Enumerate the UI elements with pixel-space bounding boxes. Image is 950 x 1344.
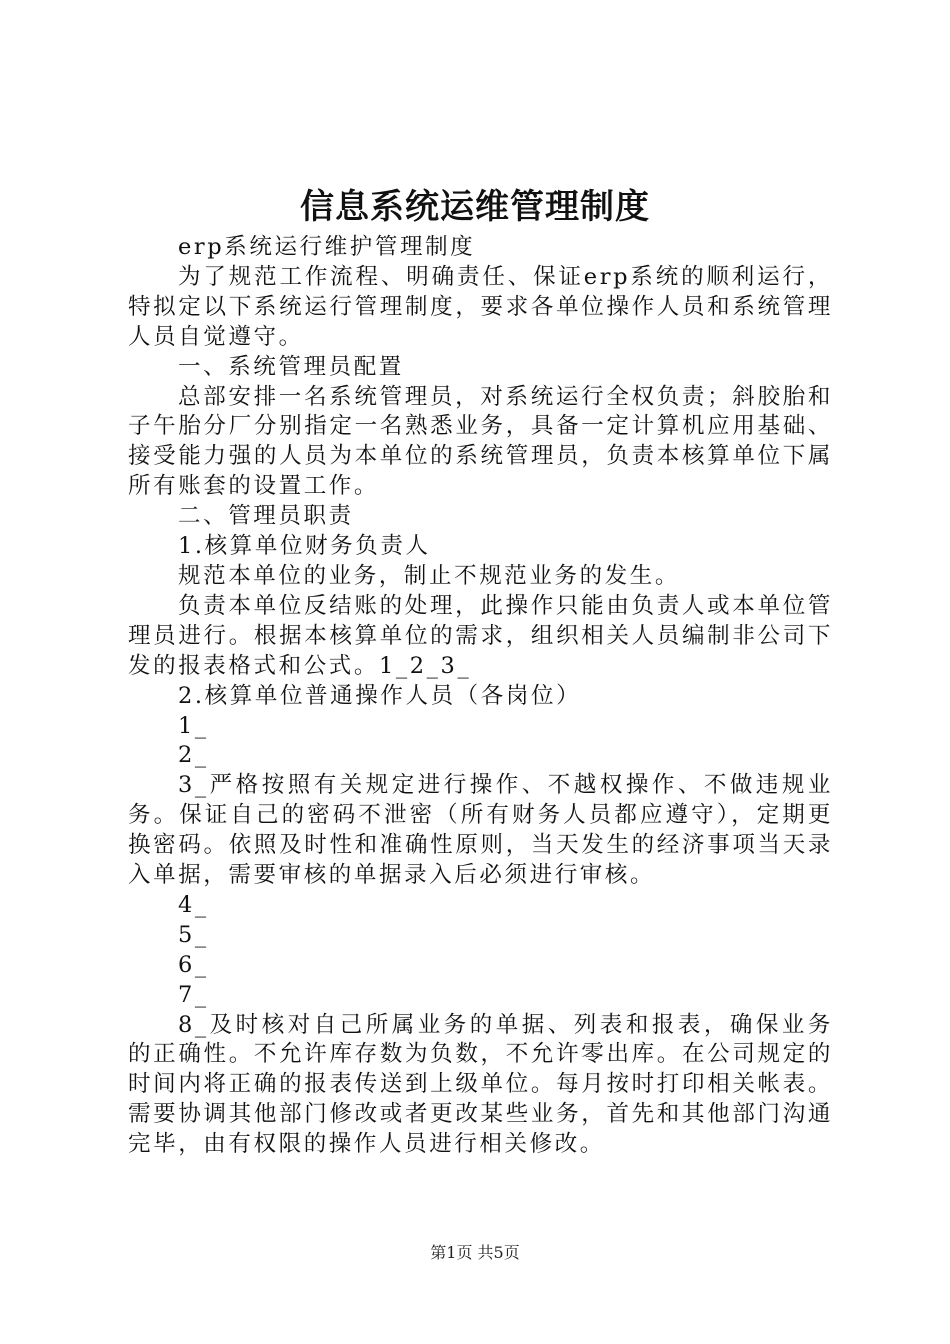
page-number-footer: 第1页 共5页: [430, 1243, 520, 1262]
paragraph-subtitle: erp系统运行维护管理制度: [178, 234, 476, 260]
paragraph-intro: 为了规范工作流程、明确责任、保证erp系统的顺利运行，特拟定以下系统运行管理制度，要求各单位操作人员和系统管理人员自觉遵守。: [128, 263, 833, 350]
list-item-4: 4_: [178, 891, 209, 918]
list-item-2: 2_: [178, 742, 209, 769]
list-item-3: 3_严格按照有关规定进行操作、不越权操作、不做违规业务。保证自己的密码不泄密（所有财务人员都应遵守），定期更换密码。依照及时性和准确性原则，当天发生的经济事项当天录入单据，需要审核的单据录入后必须进行审核。: [128, 772, 833, 889]
document-title: 信息系统运维管理制度: [300, 187, 650, 227]
list-item-6: 6_: [178, 951, 209, 978]
list-item-8: 8_及时核对自己所属业务的单据、列表和报表，确保业务的正确性。不允许库存数为负数，不允许零出库。在公司规定的时间内将正确的报表传送到上级单位。每月按时打印相关帐表。需要协调其他部门修改或者更改某些业务，首先和其他部门沟通完毕，由有权限的操作人员进行相关修改。: [128, 1011, 833, 1158]
list-item-7: 7_: [178, 981, 209, 1008]
document-body: [128, 233, 833, 1160]
section-heading-admin-duties: 二、管理员职责: [178, 503, 354, 530]
list-item-1: 1_: [178, 712, 209, 739]
list-item-5: 5_: [178, 921, 209, 948]
subheading-operators: 2.核算单位普通操作人员（各岗位）: [178, 682, 582, 709]
paragraph-admin-config: 总部安排一名系统管理员，对系统运行全权负责；斜胶胎和子午胎分厂分别指定一名熟悉业务，具备一定计算机应用基础、接受能力强的人员为本单位的系统管理员，负责本核算单位下属所有账套的设置工作。: [128, 383, 833, 500]
section-heading-admin-config: 一、系统管理员配置: [178, 353, 404, 380]
paragraph-finance-lead-1: 规范本单位的业务，制止不规范业务的发生。: [178, 562, 681, 589]
paragraph-finance-lead-2: 负责本单位反结账的处理，此操作只能由负责人或本单位管理员进行。根据本核算单位的需求，组织相关人员编制非公司下发的报表格式和公式。1_2_3_: [128, 592, 833, 679]
subheading-finance-lead: 1.核算单位财务负责人: [178, 533, 431, 560]
